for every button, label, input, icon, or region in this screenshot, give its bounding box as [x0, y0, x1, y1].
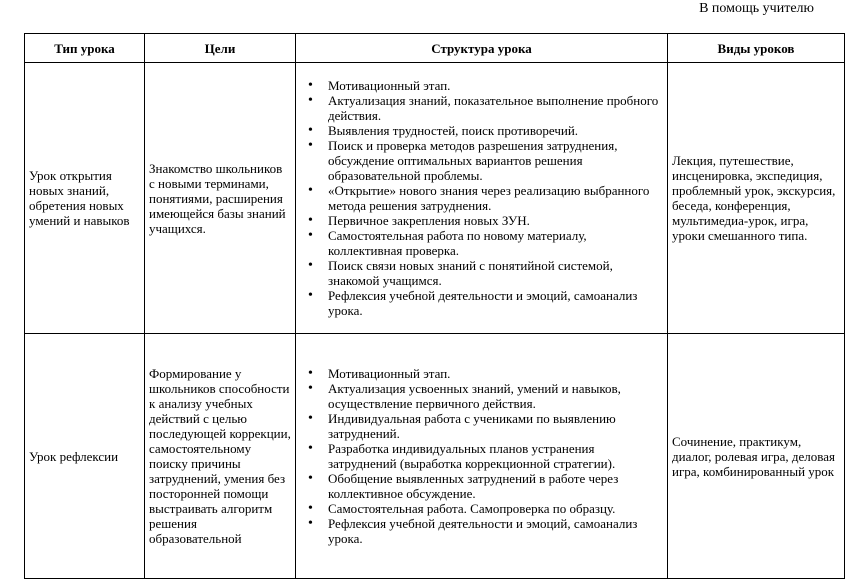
- lesson-type-cell: Урок открытия новых знаний, обретения новых умений и навыков: [25, 63, 145, 334]
- structure-step: • Поиск связи новых знаний с понятийной системой, знакомой учащимся.: [328, 258, 663, 288]
- header-note: В помощь учителю: [699, 1, 814, 16]
- table-header-row: [25, 34, 845, 63]
- structure-cell: [296, 63, 668, 334]
- structure-step: • Мотивационный этап.: [328, 78, 663, 93]
- structure-step: • Актуализация знаний, показательное выполнение пробного действия.: [328, 93, 663, 123]
- structure-list: [300, 78, 663, 318]
- goal-cell: Знакомство школьников с новыми терминами, понятиями, расширения имеющейся базы знаний учащихся.: [145, 63, 296, 334]
- structure-list: [300, 366, 663, 546]
- lesson-type-cell: Урок рефлексии: [25, 334, 145, 579]
- header-structure: Структура урока: [296, 34, 668, 63]
- header-lesson-type: Тип урока: [25, 34, 145, 63]
- structure-step: • Самостоятельная работа по новому материалу, коллективная проверка.: [328, 228, 663, 258]
- table-row: [25, 63, 845, 334]
- structure-step: • Мотивационный этап.: [328, 366, 663, 381]
- structure-step: • Обобщение выявленных затруднений в работе через коллективное обсуждение.: [328, 471, 663, 501]
- lesson-types-table: [24, 33, 845, 579]
- structure-step: • «Открытие» нового знания через реализацию выбранного метода решения затруднения.: [328, 183, 663, 213]
- structure-step: • Разработка индивидуальных планов устранения затруднений (выработка коррекционной стратегии).: [328, 441, 663, 471]
- structure-step: • Рефлексия учебной деятельности и эмоций, самоанализ урока.: [328, 516, 663, 546]
- structure-step: • Выявления трудностей, поиск противоречий.: [328, 123, 663, 138]
- kinds-cell: Лекция, путешествие, инсценировка, экспедиция, проблемный урок, экскурсия, беседа, конференция, мультимедиа-урок, игра, уроки смешанного типа.: [668, 63, 845, 334]
- structure-step: • Индивидуальная работа с учениками по выявлению затруднений.: [328, 411, 663, 441]
- table-row: [25, 334, 845, 579]
- header-kinds: Виды уроков: [668, 34, 845, 63]
- structure-step: • Самостоятельная работа. Самопроверка по образцу.: [328, 501, 663, 516]
- structure-step: • Первичное закрепления новых ЗУН.: [328, 213, 663, 228]
- structure-step: • Рефлексия учебной деятельности и эмоций, самоанализ урока.: [328, 288, 663, 318]
- structure-cell: [296, 334, 668, 579]
- header-goals: Цели: [145, 34, 296, 63]
- structure-step: • Поиск и проверка методов разрешения затруднения, обсуждение оптимальных вариантов решения образовательной проблемы.: [328, 138, 663, 183]
- goal-cell: Формирование у школьников способности к анализу учебных действий с целью последующей коррекции, самостоятельному поиску причины затруднений, умения без посторонней помощи выстраивать алгоритм решения образовательной: [145, 334, 296, 579]
- kinds-cell: Сочинение, практикум, диалог, ролевая игра, деловая игра, комбинированный урок: [668, 334, 845, 579]
- structure-step: • Актуализация усвоенных знаний, умений и навыков, осуществление первичного действия.: [328, 381, 663, 411]
